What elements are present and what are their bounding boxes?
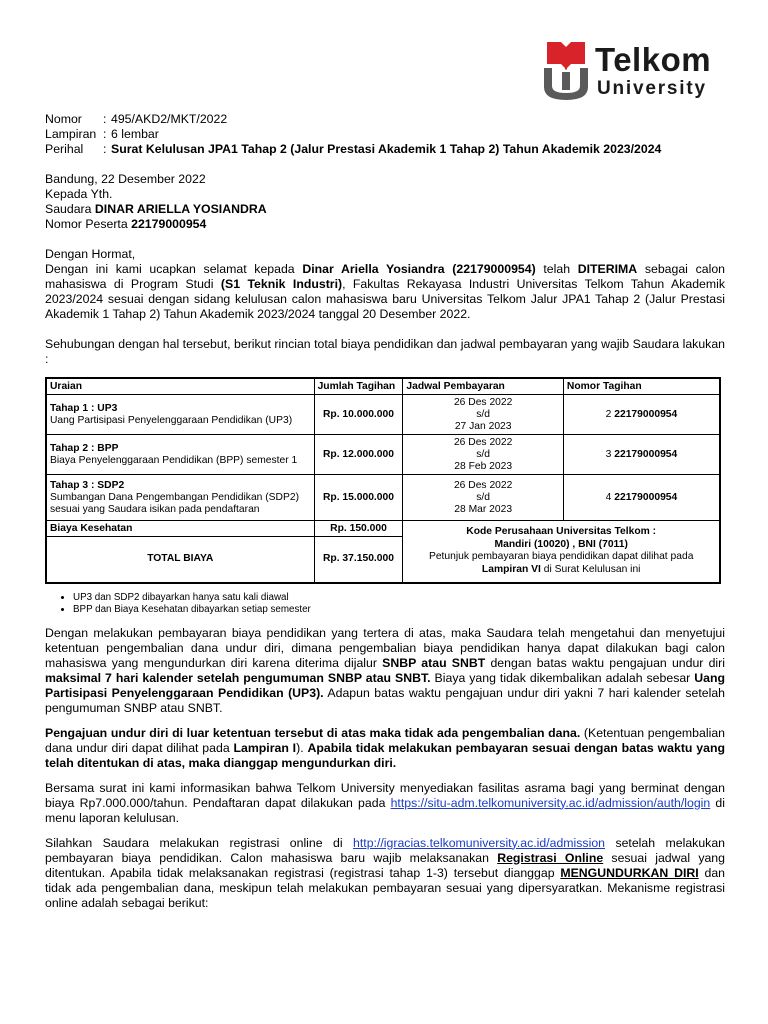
nomor-value: 495/AKD2/MKT/2022 [111, 112, 228, 126]
meta-nomor: Nomor : 495/AKD2/MKT/2022 [45, 112, 228, 126]
letter-date: Bandung, 22 Desember 2022 [45, 172, 206, 186]
greeting: Dengan Hormat, [45, 247, 136, 261]
telkom-logo-icon [541, 40, 591, 102]
row-schedule: 26 Des 2022 s/d 28 Feb 2023 [403, 435, 564, 475]
row-amount: Rp. 12.000.000 [314, 435, 403, 475]
row-bill-number: 2 22179000954 [563, 395, 720, 435]
lampiran-label: Lampiran [45, 127, 97, 141]
row-title: Tahap 3 : SDP2 [50, 479, 125, 491]
header-jumlah: Jumlah Tagihan [314, 378, 403, 395]
fee-table [45, 377, 721, 584]
list-item: • UP3 dan SDP2 dibayarkan hanya satu kali diawal [73, 592, 725, 604]
paragraph-fee-intro: Sehubungan dengan hal tersebut, berikut rincian total biaya pendidikan dan jadwal pembayaran yang wajib Saudara lakukan : [45, 337, 725, 366]
total-label: TOTAL BIAYA [46, 537, 314, 583]
kesehatan-amount: Rp. 150.000 [314, 521, 403, 537]
perihal-value: Surat Kelulusan JPA1 Tahap 2 (Jalur Prestasi Akademik 1 Tahap 2) Tahun Akademik 2023/2024 [111, 142, 662, 156]
paragraph-acceptance: Dengan ini kami ucapkan selamat kepada Dinar Ariella Yosiandra (22179000954) telah DITERIMA sebagai calon mahasiswa di Program Studi (S1 Teknik Industri), Fakultas Rekayasa Industri Universitas Telkom Tahun Akademik 2023/2024 sesuai dengan sidang kelulusan calon mahasiswa baru Universitas Telkom Jalur JPA1 Tahap 2 (Jalur Prestasi Akademik 1 Tahap 2) Tahun Akademik 2023/2024 tanggal 20 Desember 2022. [45, 262, 725, 321]
letter-body [45, 112, 725, 911]
total-amount: Rp. 37.150.000 [314, 537, 403, 583]
list-item: • BPP dan Biaya Kesehatan dibayarkan setiap semester [73, 604, 725, 616]
recipient-name: DINAR ARIELLA YOSIANDRA [94, 202, 267, 216]
header-uraian: Uraian [46, 378, 314, 395]
telkom-logo [541, 40, 726, 102]
row-bill-number: 4 22179000954 [563, 475, 720, 521]
row-schedule: 26 Des 2022 s/d 27 Jan 2023 [403, 395, 564, 435]
recipient-name-line [45, 202, 725, 217]
row-desc: Uang Partisipasi Penyelenggaraan Pendidikan (UP3) [50, 414, 293, 426]
row-title: Tahap 2 : BPP [50, 442, 119, 454]
row-bill-number: 3 22179000954 [563, 435, 720, 475]
meta-lampiran: Lampiran : 6 lembar [45, 127, 159, 141]
dormitory-registration-link[interactable]: https://situ-adm.telkomuniversity.ac.id/admission/auth/login [390, 795, 711, 810]
row-schedule: 26 Des 2022 s/d 28 Mar 2023 [403, 475, 564, 521]
participant-number-line [45, 217, 725, 232]
meta-perihal: Perihal : Surat Kelulusan JPA1 Tahap 2 (Jalur Prestasi Akademik 1 Tahap 2) Tahun Akademik 2023/2024 [45, 142, 662, 156]
header-nomor: Nomor Tagihan [563, 378, 720, 395]
row-desc: Biaya Penyelenggaraan Pendidikan (BPP) semester 1 [50, 454, 298, 466]
nomor-label: Nomor [45, 112, 82, 126]
header-jadwal: Jadwal Pembayaran [403, 378, 564, 395]
payment-info: Kode Perusahaan Universitas Telkom : Mandiri (10020) , BNI (7011) Petunjuk pembayaran biaya pendidikan dapat dilihat pada Lampiran VI di Surat Kelulusan ini [403, 521, 720, 583]
table-row [46, 435, 720, 475]
paragraph-registration: Silahkan Saudara melakukan registrasi online di http://igracias.telkomuniversity.ac.id/admission setelah melakukan pembayaran biaya pendidikan. Calon mahasiswa baru wajib melaksanakan Registrasi Online sesuai jadwal yang ditentukan. Apabila tidak melaksanakan registrasi (registrasi tahap 1-3) tersebut dianggap MENGUNDURKAN DIRI dan tidak ada pengembalian dana, meskipun telah melakukan pembayaran sesuai yang dipersyaratkan. Mekanisme registrasi online adalah sebagai berikut: [45, 835, 726, 910]
lampiran-value: 6 lembar [111, 127, 159, 141]
logo-brand-text: Telkom [595, 41, 712, 78]
row-desc: Sumbangan Dana Pengembangan Pendidikan (SDP2) sesuai yang Saudara isikan pada pendaftaran [50, 491, 300, 515]
saudara-label: Saudara [45, 202, 92, 216]
table-row [46, 395, 720, 435]
kesehatan-row [46, 521, 720, 537]
peserta-number: 22179000954 [131, 217, 207, 231]
perihal-label: Perihal [45, 142, 84, 156]
logo-sub-text: University [597, 78, 707, 99]
kesehatan-label: Biaya Kesehatan [46, 521, 314, 537]
igracias-link[interactable]: http://igracias.telkomuniversity.ac.id/admission [353, 835, 605, 850]
row-title: Tahap 1 : UP3 [50, 402, 118, 414]
paragraph-withdrawal: Pengajuan undur diri di luar ketentuan tersebut di atas maka tidak ada pengembalian dana. (Ketentuan pengembalian dana undur diri dapat dilihat pada Lampiran I). Apabila tidak melakukan pembayaran sesuai dengan batas waktu yang telah ditentukan di atas, maka dianggap mengundurkan diri. [45, 725, 725, 770]
recipient-to: Kepada Yth. [45, 187, 113, 201]
row-amount: Rp. 10.000.000 [314, 395, 403, 435]
fee-notes [45, 592, 725, 616]
table-row [46, 475, 720, 521]
peserta-label: Nomor Peserta [45, 217, 128, 231]
row-amount: Rp. 15.000.000 [314, 475, 403, 521]
paragraph-dormitory: Bersama surat ini kami informasikan bahwa Telkom University menyediakan fasilitas asrama bagi yang berminat dengan biaya Rp7.000.000/tahun. Pendaftaran dapat dilakukan pada https://situ-adm.telkomuniversity.ac.id/admission/auth/login di menu laporan kelulusan. [45, 780, 725, 825]
fee-table-header [46, 378, 720, 395]
paragraph-refund-policy: Dengan melakukan pembayaran biaya pendidikan yang tertera di atas, maka Saudara telah mengetahui dan menyetujui ketentuan pengembalian dana undur diri, dimana pengembalian biaya pendidikan hanya dapat dilakukan bagi calon mahasiswa yang mengundurkan diri karena diterima dijalur SNBP atau SNBT dengan batas waktu pengajuan undur diri maksimal 7 hari kalender setelah pengumuman SNBP atau SNBT. Biaya yang tidak dikembalikan adalah sebesar Uang Partisipasi Penyelenggaraan Pendidikan (UP3). Adapun batas waktu pengajuan undur diri yakni 7 hari kalender setelah pengumuman SNBP atau SNBT. [45, 625, 725, 715]
